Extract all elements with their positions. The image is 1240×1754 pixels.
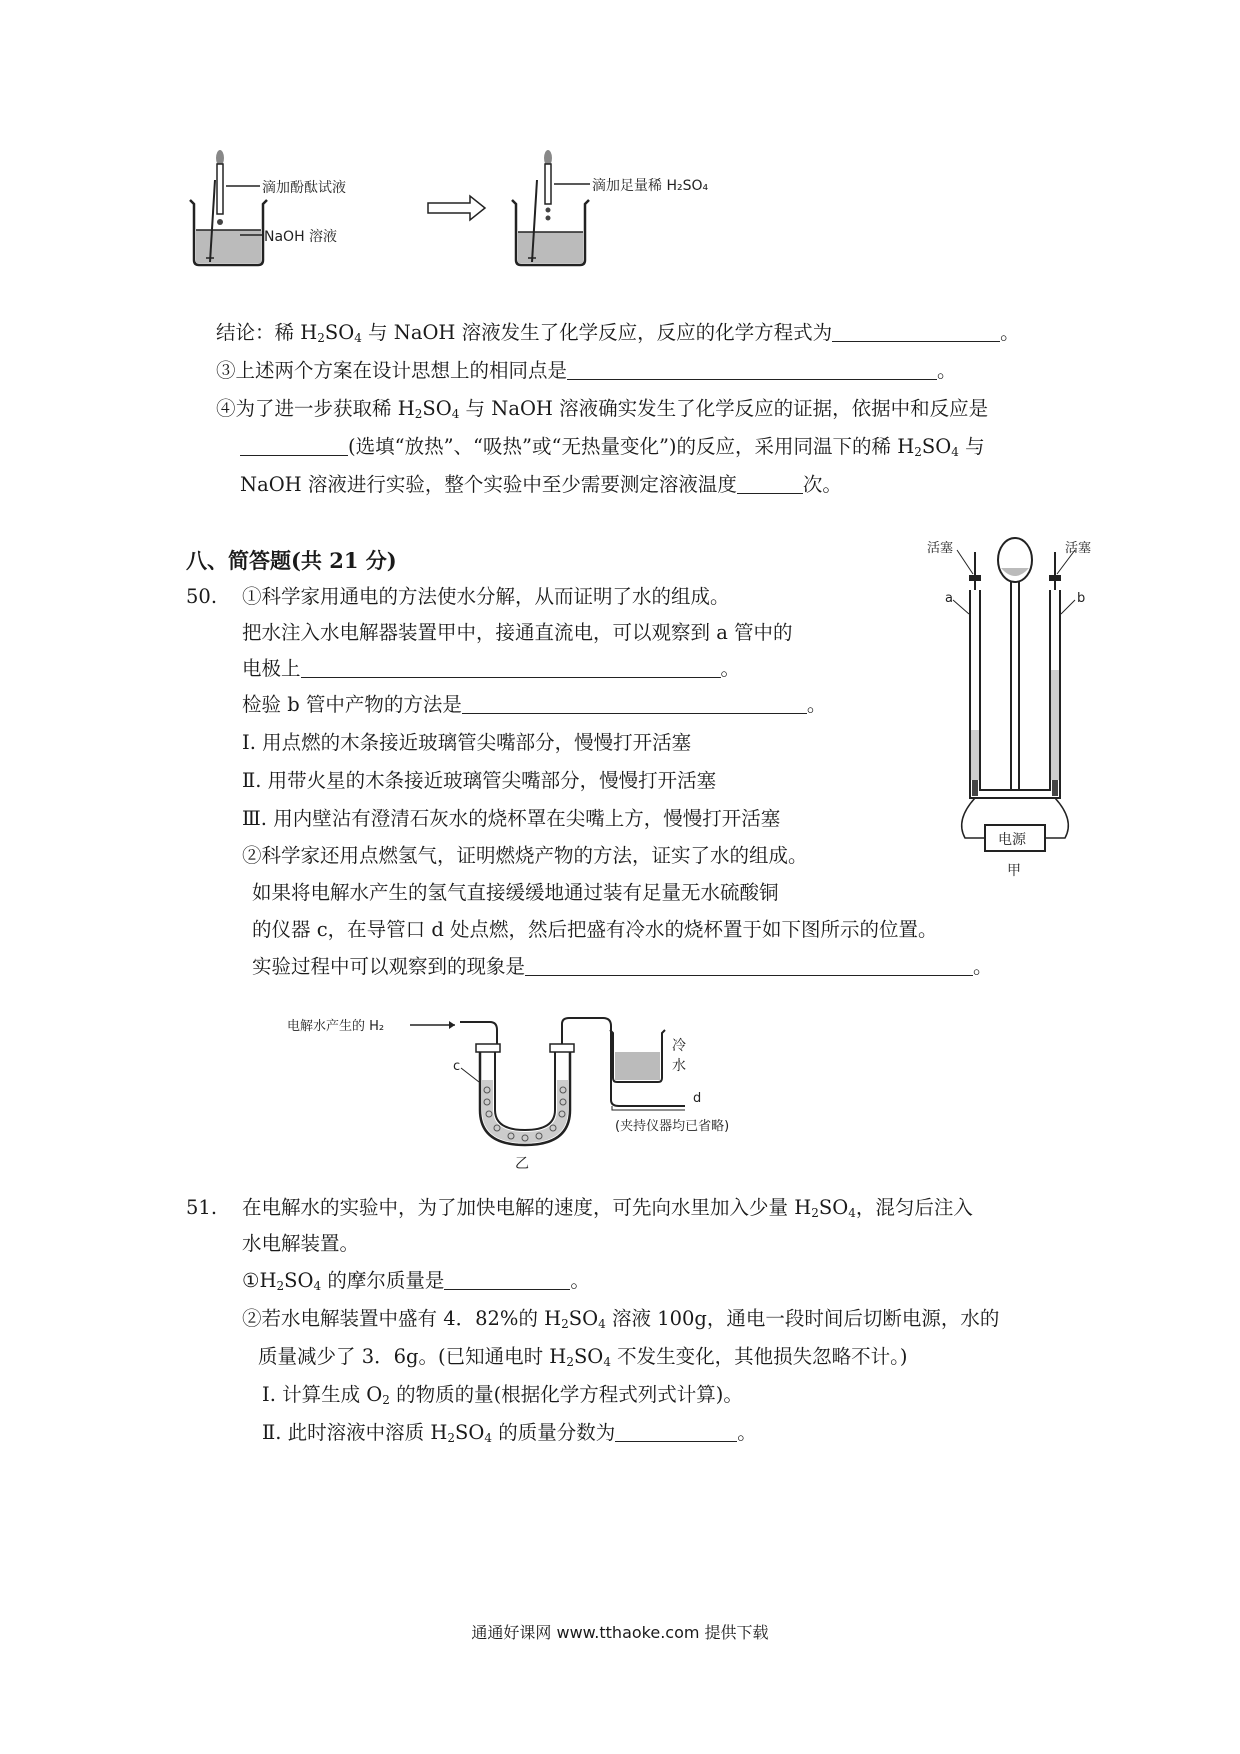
q50-option-2: Ⅱ. 用带火星的木条接近玻璃管尖嘴部分，慢慢打开活塞 — [242, 769, 717, 792]
item-4-line-1: ④为了进一步获取稀 $H_2SO_4$ 与 NaOH 溶液确实发生了化学反应的证据，依据中和反应是 — [216, 397, 989, 421]
tube-a-label: a — [945, 591, 953, 606]
tube-b-label: b — [1077, 591, 1086, 606]
q51-line-7: Ⅱ. 此时溶液中溶质 $H_2SO_4$ 的质量分数为 。 — [262, 1421, 757, 1445]
outlet-d-label: d — [693, 1091, 702, 1106]
q50-line-3: 电极上 。 — [242, 657, 741, 680]
page-footer: 通通好课网 www.tthaoke.com 提供下载 — [471, 1623, 769, 1642]
h2-source-label: 电解水产生的 H₂ — [287, 1019, 385, 1034]
label-dilute-sulfuric-acid: 滴加足量稀 H₂SO₄ — [592, 178, 709, 194]
u-tube-apparatus — [285, 1010, 805, 1170]
q51-line-6: Ⅰ. 计算生成 $O_2$ 的物质的量(根据化学方程式列式计算)。 — [262, 1383, 743, 1407]
section-title: 八、简答题(共 21 分) — [186, 548, 397, 573]
answer-blank-heat-type[interactable] — [240, 435, 348, 456]
answer-blank-mass-fraction[interactable] — [615, 1421, 737, 1442]
answer-blank-electrode[interactable] — [301, 657, 721, 678]
q50-option-1: Ⅰ. 用点燃的木条接近玻璃管尖嘴部分，慢慢打开活塞 — [242, 731, 692, 754]
left-beaker — [190, 180, 267, 265]
power-supply-label: 电源 — [998, 832, 1026, 848]
figure-jia-caption: 甲 — [1007, 863, 1021, 879]
q50-line-6: 如果将电解水产生的氢气直接缓缓地通过装有足量无水硫酸铜 — [252, 881, 779, 904]
q51-line-5: 质量减少了 3．6g。(已知通电时 $H_2SO_4$ 不发生变化，其他损失忽略不计。) — [258, 1345, 908, 1369]
label-naoh-solution: NaOH 溶液 — [264, 229, 338, 245]
q50-option-3: Ⅲ. 用内壁沾有澄清石灰水的烧杯罩在尖嘴上方，慢慢打开活塞 — [242, 807, 781, 830]
stopcock-left-label: 活塞 — [927, 541, 954, 556]
cold-water-label-2: 水 — [672, 1058, 686, 1074]
q50-line-1: ①科学家用通电的方法使水分解，从而证明了水的组成。 — [242, 585, 730, 608]
answer-blank-common-point[interactable] — [567, 359, 937, 380]
stopcock-right-label: 活塞 — [1065, 541, 1092, 556]
item-4-line-2: (选填“放热”、“吸热”或“无热量变化”)的反应，采用同温下的稀 $H_2SO_4$ 与 — [240, 434, 985, 460]
instrument-c-label: c — [453, 1059, 461, 1074]
answer-blank-equation[interactable] — [832, 321, 1000, 342]
answer-blank-molar-mass[interactable] — [444, 1269, 570, 1290]
left-dropper — [216, 150, 224, 225]
cold-water-label-1: 冷 — [672, 1038, 686, 1054]
clamp-omitted-note: (夹持仪器均已省略) — [615, 1119, 730, 1134]
item-4-line-3: NaOH 溶液进行实验，整个实验中至少需要测定溶液温度 次。 — [240, 473, 842, 496]
q51-number: 51. — [186, 1196, 218, 1219]
beaker-figure — [180, 150, 800, 280]
answer-blank-phenomenon[interactable] — [525, 955, 973, 976]
label-phenolphthalein: 滴加酚酞试液 — [262, 180, 346, 196]
conclusion-line: 结论：稀 $H_2SO_4$ 与 NaOH 溶液发生了化学反应，反应的化学方程式为 。 — [216, 321, 1020, 345]
q50-line-7: 的仪器 c，在导管口 d 处点燃，然后把盛有冷水的烧杯置于如下图所示的位置。 — [252, 918, 938, 941]
arrow-icon — [428, 196, 485, 220]
q50-line-4: 检验 b 管中产物的方法是 。 — [242, 693, 827, 716]
electrolysis-apparatus — [925, 530, 1105, 910]
q51-line-3: $①H_2SO_4$ 的摩尔质量是 。 — [242, 1269, 590, 1293]
q50-number: 50. — [186, 585, 218, 608]
q51-line-2: 水电解装置。 — [242, 1232, 360, 1255]
right-dropper — [544, 150, 552, 221]
item-3-line: ③上述两个方案在设计思想上的相同点是 。 — [216, 359, 957, 382]
q51-line-4: ②若水电解装置中盛有 4．82%的 $H_2SO_4$ 溶液 100g，通电一段时间后切断电源，水的 — [242, 1307, 1000, 1331]
q51-line-1: 在电解水的实验中，为了加快电解的速度，可先向水里加入少量 $H_2SO_4$，混匀后注入 — [242, 1196, 973, 1220]
answer-blank-measure-count[interactable] — [737, 473, 803, 494]
q50-line-5: ②科学家还用点燃氢气，证明燃烧产物的方法，证实了水的组成。 — [242, 844, 808, 867]
answer-blank-test-method[interactable] — [462, 693, 807, 714]
q50-line-8: 实验过程中可以观察到的现象是 。 — [252, 955, 993, 978]
figure-yi-caption: 乙 — [515, 1156, 529, 1172]
q50-line-2: 把水注入水电解器装置甲中，接通直流电，可以观察到 a 管中的 — [242, 621, 793, 644]
